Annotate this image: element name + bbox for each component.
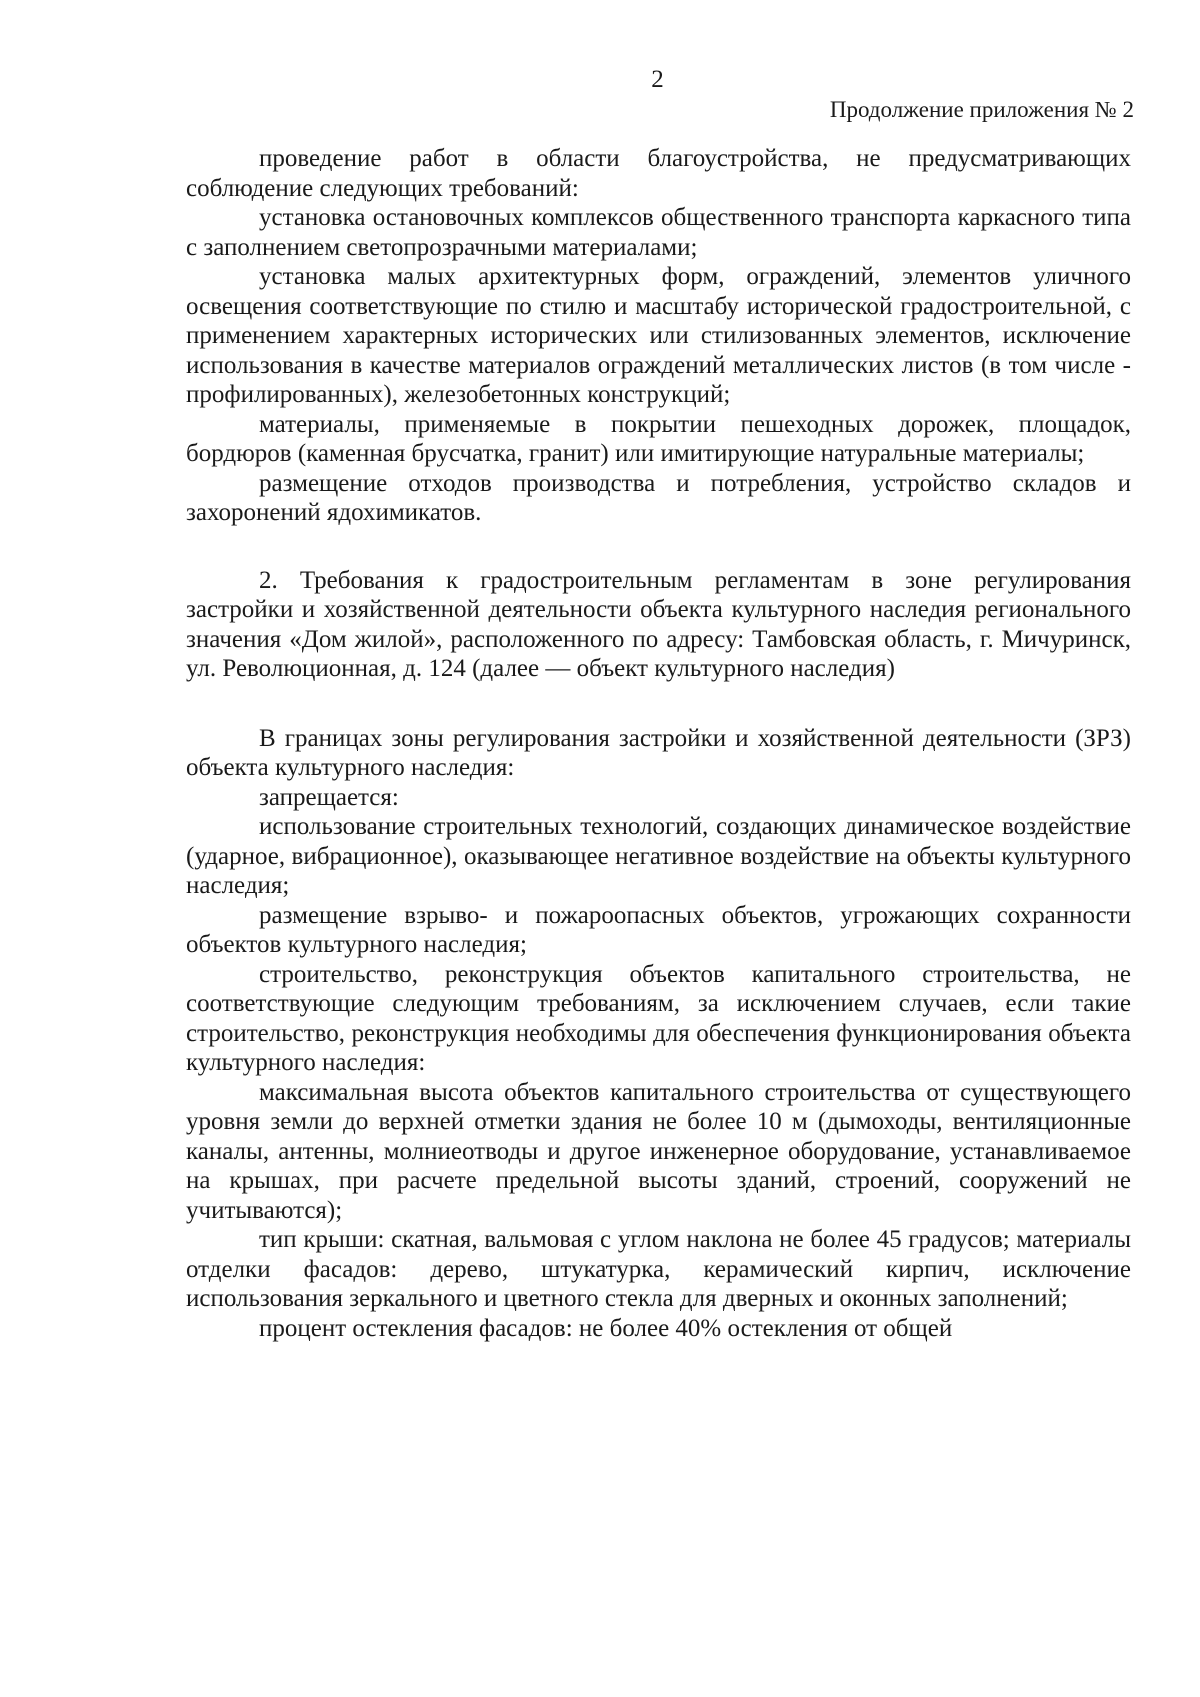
- section-heading: 2. Требования к градостроительным регламентам в зоне регулирования застройки и хозяйственной деятельности объекта культурного наследия регионального значения «Дом жилой», расположенного по адресу: Тамбовская область, г. Мичуринск, ул. Революционная, д. 124 (далее — объект культурного наследия): [186, 566, 1131, 682]
- paragraph: максимальная высота объектов капитального строительства от существующего уровня земли до верхней отметки здания не более 10 м (дымоходы, вентиляционные каналы, антенны, молниеотводы и другое инженерное оборудование, устанавливаемое на крышах, при расчете предельной высоты зданий, строений, сооружений не учитываются);: [186, 1078, 1131, 1224]
- paragraph: установка остановочных комплексов общественного транспорта каркасного типа с заполнением светопрозрачными материалами;: [186, 204, 1131, 261]
- appendix-continuation-note: Продолжение приложения № 2: [829, 97, 1134, 122]
- document-body: [186, 144, 1131, 1343]
- page-number: 2: [651, 66, 664, 93]
- paragraph: размещение отходов производства и потребления, устройство складов и захоронений ядохимикатов.: [186, 469, 1131, 526]
- paragraph: запрещается:: [259, 783, 399, 811]
- paragraph: проведение работ в области благоустройства, не предусматривающих соблюдение следующих требований:: [186, 145, 1131, 202]
- paragraph: установка малых архитектурных форм, ограждений, элементов уличного освещения соответствующие по стилю и масштабу исторической градостроительной, с применением характерных исторических или стилизованных элементов, исключение использования в качестве материалов ограждений металлических листов (в том числе - профилированных), железобетонных конструкций;: [186, 263, 1131, 408]
- paragraph: материалы, применяемые в покрытии пешеходных дорожек, площадок, бордюров (каменная брусчатка, гранит) или имитирующие натуральные материалы;: [186, 410, 1131, 467]
- paragraph: В границах зоны регулирования застройки и хозяйственной деятельности (ЗРЗ) объекта культурного наследия:: [186, 724, 1131, 781]
- paragraph: размещение взрыво- и пожароопасных объектов, угрожающих сохранности объектов культурного наследия;: [186, 901, 1131, 958]
- paragraph: процент остекления фасадов: не более 40% остекления от общей: [259, 1314, 953, 1342]
- paragraph: строительство, реконструкция объектов капитального строительства, не соответствующие следующим требованиям, за исключением случаев, если такие строительство, реконструкция необходимы для обеспечения функционирования объекта культурного наследия:: [186, 960, 1131, 1076]
- paragraph: тип крыши: скатная, вальмовая с углом наклона не более 45 градусов; материалы отделки фасадов: дерево, штукатурка, керамический кирпич, исключение использования зеркального и цветного стекла для дверных и оконных заполнений;: [186, 1226, 1131, 1312]
- paragraph: использование строительных технологий, создающих динамическое воздействие (ударное, вибрационное), оказывающее негативное воздействие на объекты культурного наследия;: [186, 813, 1131, 899]
